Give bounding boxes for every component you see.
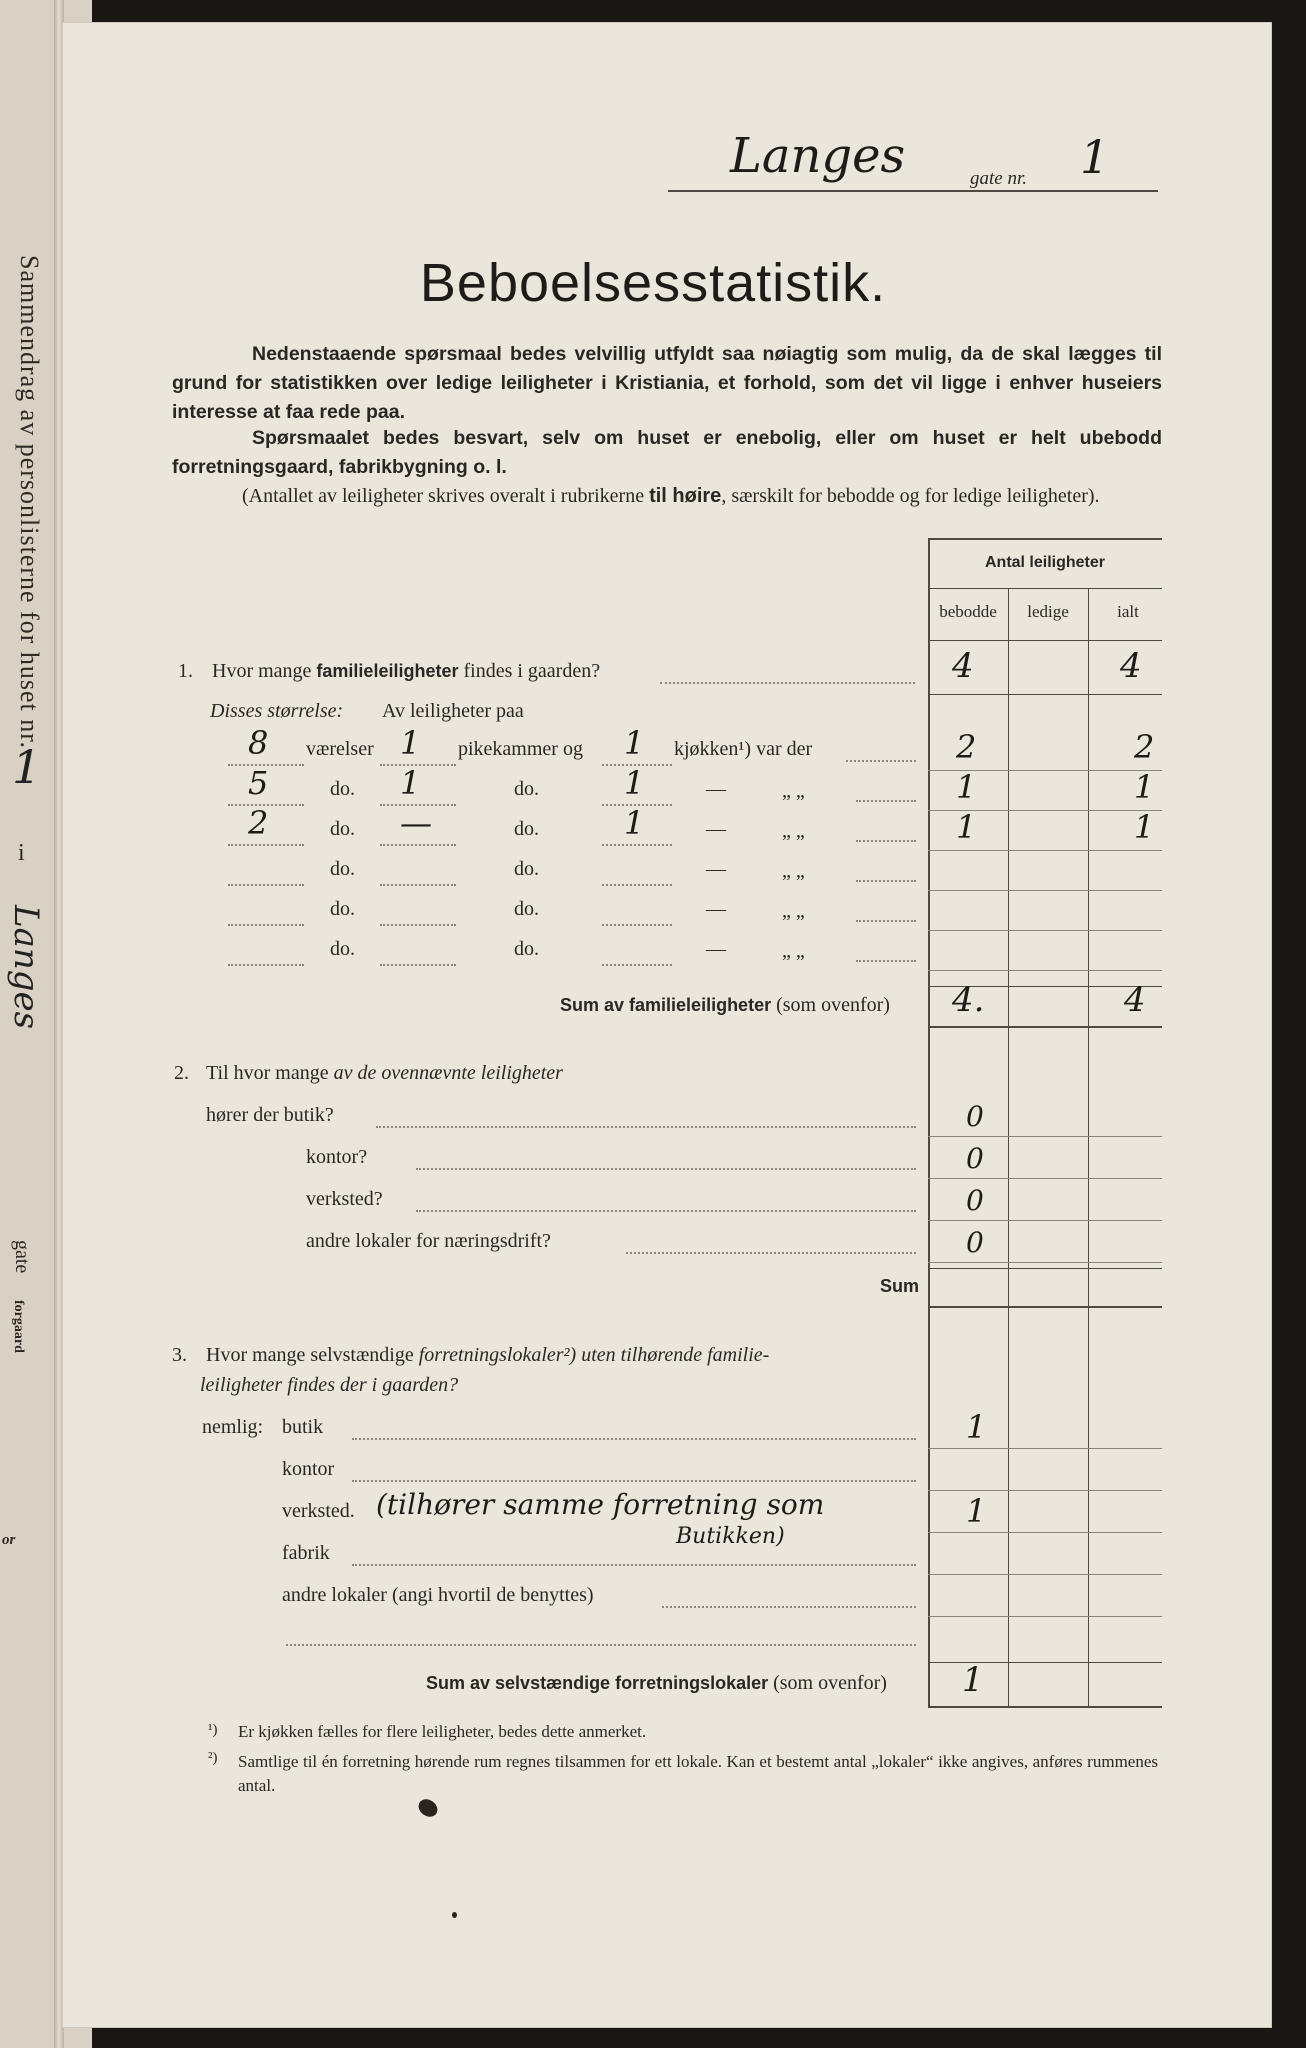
row-leader xyxy=(856,960,916,962)
q1-question xyxy=(212,660,600,683)
q1-number: 1. xyxy=(178,660,193,682)
intro-paragraph-2: Spørsmaalet bedes besvart, selv om huset er enebolig, eller om huset er helt ubebodd forretningsgaard, fabrikbygning o. l. xyxy=(172,427,1162,478)
dash-label: — xyxy=(706,818,726,840)
do-label: do. xyxy=(330,778,355,800)
pike-blank xyxy=(380,844,456,846)
q2-row-line xyxy=(928,1220,1162,1221)
do-label: do. xyxy=(514,818,539,840)
q2-leader-dots xyxy=(376,1126,916,1128)
rooms-blank xyxy=(228,844,304,846)
q3-number: 3. xyxy=(172,1344,187,1366)
col-header-ledige: ledige xyxy=(1027,602,1069,621)
q1-leader-dots xyxy=(660,682,915,684)
q2-item-label: hører der butik? xyxy=(206,1104,334,1126)
ditto-mark: „ „ xyxy=(782,940,805,962)
q3-leader-dots xyxy=(352,1564,916,1566)
side-forgaard: forgaard xyxy=(11,1300,26,1353)
q3-item-label: verksted. xyxy=(282,1500,355,1522)
row-leader xyxy=(846,760,916,762)
q3-leader-dots xyxy=(352,1438,916,1440)
kjokken-label: kjøkken¹) var der xyxy=(674,738,813,760)
q3-item-label: fabrik xyxy=(282,1542,330,1564)
side-street: Langes xyxy=(6,905,46,1030)
row-line xyxy=(928,850,1162,851)
q2-sum-top-line xyxy=(928,1268,1162,1269)
row-leader xyxy=(856,800,916,802)
intro-p3-a: (Antallet av leiligheter skrives overalt i rubrikerne xyxy=(242,485,645,507)
footnote-1-mark: ¹) xyxy=(208,1722,218,1738)
q2-sum-bottom-line xyxy=(928,1306,1162,1308)
ditto-mark: „ „ xyxy=(782,780,805,802)
verksted-note-handwritten: (tilhører samme forretning som xyxy=(376,1488,825,1521)
dash-label: — xyxy=(706,898,726,920)
q1-sizes-text: Av leiligheter paa xyxy=(382,700,524,722)
intro-paragraph-3 xyxy=(172,482,1162,511)
row-leader xyxy=(856,840,916,842)
q1-sum-bebodde: 4. xyxy=(952,980,985,1020)
kjokken-blank xyxy=(602,884,672,886)
pike-value: — xyxy=(400,804,432,842)
rooms-blank xyxy=(228,964,304,966)
row-bebodde-value: 1 xyxy=(956,808,977,846)
rooms-value: 2 xyxy=(248,804,269,842)
q2-leader-dots xyxy=(626,1252,916,1254)
rooms-blank xyxy=(228,884,304,886)
q2-item-label: verksted? xyxy=(306,1188,383,1210)
q2-question xyxy=(206,1062,563,1085)
q2-row-line xyxy=(928,1178,1162,1179)
q3-sum-b: (som ovenfor) xyxy=(773,1672,887,1694)
q2-item-value: 0 xyxy=(966,1142,984,1175)
do-label: do. xyxy=(514,778,539,800)
q1-sum-ialt: 4 xyxy=(1124,980,1146,1020)
q3-nemlig: nemlig: xyxy=(202,1416,264,1438)
intro-p3-b: , særskilt for bebodde og for ledige leiligheter). xyxy=(721,485,1100,507)
q3-row-line xyxy=(928,1448,1162,1449)
q3-item-label: butik xyxy=(282,1416,324,1438)
q3-sum-bold: Sum av selvstændige forretningslokaler xyxy=(426,1673,769,1693)
do-label: do. xyxy=(514,898,539,920)
row-bebodde-value: 1 xyxy=(956,768,977,806)
do-label: do. xyxy=(330,938,355,960)
rooms-value: 5 xyxy=(248,764,269,802)
do-label: do. xyxy=(514,938,539,960)
q2-item-label: kontor? xyxy=(306,1146,368,1168)
q1-sum-b: (som ovenfor) xyxy=(776,994,890,1016)
footnote-2-mark: ²) xyxy=(208,1750,218,1766)
pike-value: 1 xyxy=(400,724,421,762)
q2-text-italic: av de ovennævnte leiligheter xyxy=(333,1062,563,1084)
rooms-blank xyxy=(228,924,304,926)
q2-row-line xyxy=(928,1136,1162,1137)
table-top-line xyxy=(928,538,1162,540)
table-header-bottom xyxy=(928,640,1162,641)
page-title: Beboelsesstatistik. xyxy=(419,253,887,313)
row-ialt-value: 2 xyxy=(1134,728,1155,766)
pike-value: 1 xyxy=(400,764,421,802)
side-i: i xyxy=(18,840,25,866)
pikekammer-label: pikekammer og xyxy=(458,738,583,760)
q3-leader-dots xyxy=(662,1606,916,1608)
q3-leader-dots xyxy=(352,1480,916,1482)
table-col-divider-1 xyxy=(1008,588,1009,1708)
kjokken-blank xyxy=(602,844,672,846)
table-col-divider-2 xyxy=(1088,588,1089,1708)
side-or: or xyxy=(2,1532,16,1548)
q2-leader-dots xyxy=(416,1168,916,1170)
col-header-ialt: ialt xyxy=(1117,602,1139,621)
ditto-mark: „ „ xyxy=(782,900,805,922)
q2-row-line xyxy=(928,1262,1162,1263)
table-group-divider xyxy=(928,588,1162,589)
do-label: do. xyxy=(330,858,355,880)
row-line xyxy=(928,930,1162,931)
street-name-handwritten: Langes xyxy=(730,128,906,184)
row-ialt-value: 1 xyxy=(1134,768,1155,806)
q3-question-line2: leiligheter findes der i gaarden? xyxy=(200,1374,459,1396)
q1-sum-bottom-line xyxy=(928,1026,1162,1028)
side-text: Sammendrag av personlisterne for huset nr. xyxy=(15,255,44,749)
q1-text-b: findes i gaarden? xyxy=(463,660,601,682)
q2-text-a: Til hvor mange xyxy=(206,1062,329,1084)
intro-paragraph-1: Nedenstaaende spørsmaal bedes velvillig utfyldt saa nøiagtig som mulig, da de skal lægges til grund for statistikken over ledige leiligheter i Kristiania, et forhold, som det vil ligge i enhver huseiers interesse at faa rede paa. xyxy=(172,343,1162,423)
q1-bebodde-value: 4 xyxy=(952,646,974,686)
table-group-header: Antal leiligheter xyxy=(984,554,1106,571)
q2-item-value: 0 xyxy=(966,1184,984,1217)
q1-ialt-value: 4 xyxy=(1120,646,1142,686)
dash-label: — xyxy=(706,938,726,960)
verksted-note-handwritten-2: Butikken) xyxy=(676,1524,785,1549)
footnote-2: Samtlige til én forretning hørende rum regnes tilsammen for ett lokale. Kan et bestemt antal „lokaler“ ikke angives, anføres rummenes antal. xyxy=(238,1752,1158,1795)
q3-sum-label xyxy=(426,1672,887,1695)
pike-blank xyxy=(380,964,456,966)
do-label: do. xyxy=(330,818,355,840)
q3-text-italic1: forretningslokaler²) uten tilhørende familie- xyxy=(418,1344,770,1366)
q2-item-value: 0 xyxy=(966,1100,984,1133)
row-bebodde-value: 2 xyxy=(956,728,977,766)
q2-sum-label: Sum xyxy=(880,1276,920,1296)
row-leader xyxy=(856,920,916,922)
row-leader xyxy=(856,880,916,882)
kjokken-value: 1 xyxy=(624,764,645,802)
gate-number-handwritten: 1 xyxy=(1080,130,1110,184)
q3-question-line1 xyxy=(206,1344,769,1367)
ditto-mark: „ „ xyxy=(782,860,805,882)
q3-item-value: 1 xyxy=(966,1492,987,1530)
q3-item-label: andre lokaler (angi hvortil de benyttes) xyxy=(282,1584,594,1606)
kjokken-value: 1 xyxy=(624,804,645,842)
q1-sum-bold: Sum av familieleiligheter xyxy=(560,995,772,1015)
q3-item-label: kontor xyxy=(282,1458,335,1480)
kjokken-blank xyxy=(602,964,672,966)
q2-item-label: andre lokaler for næringsdrift? xyxy=(306,1230,551,1252)
ditto-mark: „ „ xyxy=(782,820,805,842)
pike-blank xyxy=(380,924,456,926)
q3-row-line xyxy=(928,1532,1162,1533)
kjokken-value: 1 xyxy=(624,724,645,762)
q3-row-line xyxy=(928,1490,1162,1491)
street-underline xyxy=(668,190,1158,192)
do-label: do. xyxy=(330,898,355,920)
gate-label: gate nr. xyxy=(970,168,1027,189)
dash-label: — xyxy=(706,858,726,880)
q3-text-a: Hvor mange selvstændige xyxy=(206,1344,414,1366)
q1-sum-label xyxy=(560,994,890,1017)
row-line xyxy=(928,890,1162,891)
q1-text-a: Hvor mange xyxy=(212,660,312,682)
ink-speck xyxy=(452,1912,457,1918)
q1-text-bold: familieleiligheter xyxy=(316,661,459,681)
do-label: do. xyxy=(514,858,539,880)
q3-sum-value: 1 xyxy=(962,1660,984,1700)
side-gate: gate xyxy=(11,1240,33,1274)
q1-sizes-label: Disses størrelse: xyxy=(210,700,344,722)
col-header-bebodde: bebodde xyxy=(939,602,997,621)
q1-row-line xyxy=(928,694,1162,695)
q3-item-value: 1 xyxy=(966,1408,987,1446)
q3-row-line xyxy=(928,1616,1162,1617)
q2-item-value: 0 xyxy=(966,1226,984,1259)
pike-blank xyxy=(380,884,456,886)
kjokken-blank xyxy=(602,924,672,926)
q2-leader-dots xyxy=(416,1210,916,1212)
q3-row-line xyxy=(928,1574,1162,1575)
intro-p3-bold: til høire xyxy=(649,485,722,507)
row-ialt-value: 1 xyxy=(1134,808,1155,846)
side-house-number: 1 xyxy=(12,740,42,794)
q3-sum-bottom-line xyxy=(928,1706,1162,1708)
q3-blank-line xyxy=(286,1644,916,1646)
row-line xyxy=(928,970,1162,971)
footnote-1: Er kjøkken fælles for flere leiligheter, bedes dette anmerket. xyxy=(238,1722,647,1741)
dash-label: — xyxy=(706,778,726,800)
rooms-value: 8 xyxy=(248,724,269,762)
vaerelser-label: værelser xyxy=(306,738,374,760)
q2-number: 2. xyxy=(174,1062,189,1084)
